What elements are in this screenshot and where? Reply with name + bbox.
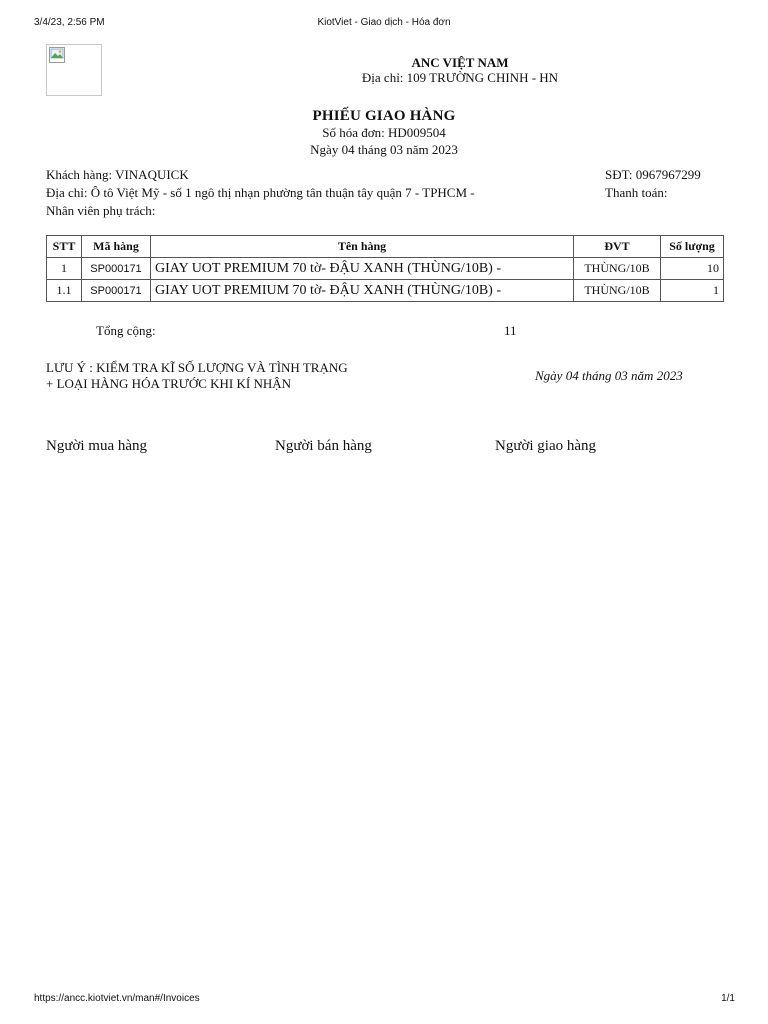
total-quantity: 11 <box>504 323 517 338</box>
print-footer <box>0 993 768 1007</box>
company-logo <box>46 44 102 96</box>
customer-phone: SĐT: 0967967299 <box>605 167 701 182</box>
print-page-count: 1/1 <box>721 993 735 1004</box>
table-header-row <box>47 236 724 258</box>
note-line-1: LƯU Ý : KIỂM TRA KĨ SỐ LƯỢNG VÀ TÌNH TRẠNG <box>46 360 348 375</box>
signature-seller: Người bán hàng <box>275 438 372 454</box>
col-header-code: Mã hàng <box>82 236 151 258</box>
print-page-title: KiotViet - Giao dịch - Hóa đơn <box>317 17 451 28</box>
items-table <box>46 235 724 302</box>
col-header-stt: STT <box>47 236 82 258</box>
company-name: ANC VIỆT NAM <box>411 55 509 70</box>
customer-address: Địa chỉ: Ô tô Việt Mỹ - số 1 ngô thị nhạn phường tân thuận tây quận 7 - TPHCM - <box>46 185 475 200</box>
document-date: Ngày 04 tháng 03 năm 2023 <box>310 142 458 157</box>
col-header-unit: ĐVT <box>574 236 661 258</box>
table-row <box>47 280 724 302</box>
signature-date: Ngày 04 tháng 03 năm 2023 <box>535 368 683 383</box>
signature-shipper: Người giao hàng <box>495 438 597 454</box>
cell-unit: THÙNG/10B <box>574 280 661 302</box>
print-datetime: 3/4/23, 2:56 PM <box>34 17 105 28</box>
print-url: https://ancc.kiotviet.vn/man#/Invoices <box>34 993 200 1004</box>
cell-quantity: 10 <box>661 258 724 280</box>
signature-buyer: Người mua hàng <box>46 438 148 454</box>
payment-method: Thanh toán: <box>605 185 668 200</box>
col-header-quantity: Số lượng <box>661 236 724 258</box>
print-header <box>0 17 768 31</box>
total-label: Tổng cộng: <box>96 323 156 338</box>
col-header-name: Tên hàng <box>151 236 574 258</box>
note-line-2: + LOẠI HÀNG HÓA TRƯỚC KHI KÍ NHẬN <box>46 376 292 391</box>
cell-name: GIAY UOT PREMIUM 70 tờ- ĐẬU XANH (THÙNG/10B) - <box>151 280 574 302</box>
cell-name: GIAY UOT PREMIUM 70 tờ- ĐẬU XANH (THÙNG/10B) - <box>151 258 574 280</box>
cell-quantity: 1 <box>661 280 724 302</box>
cell-code: SP000171 <box>82 258 151 280</box>
broken-image-icon <box>49 47 65 63</box>
cell-code: SP000171 <box>82 280 151 302</box>
document-title: PHIẾU GIAO HÀNG <box>312 108 456 124</box>
customer-name: Khách hàng: VINAQUICK <box>46 167 189 182</box>
staff-in-charge: Nhân viên phụ trách: <box>46 203 156 218</box>
cell-unit: THÙNG/10B <box>574 258 661 280</box>
invoice-number: Số hóa đơn: HD009504 <box>322 125 446 140</box>
cell-stt: 1.1 <box>47 280 82 302</box>
cell-stt: 1 <box>47 258 82 280</box>
company-address: Địa chỉ: 109 TRƯỜNG CHINH - HN <box>361 70 559 85</box>
table-row <box>47 258 724 280</box>
